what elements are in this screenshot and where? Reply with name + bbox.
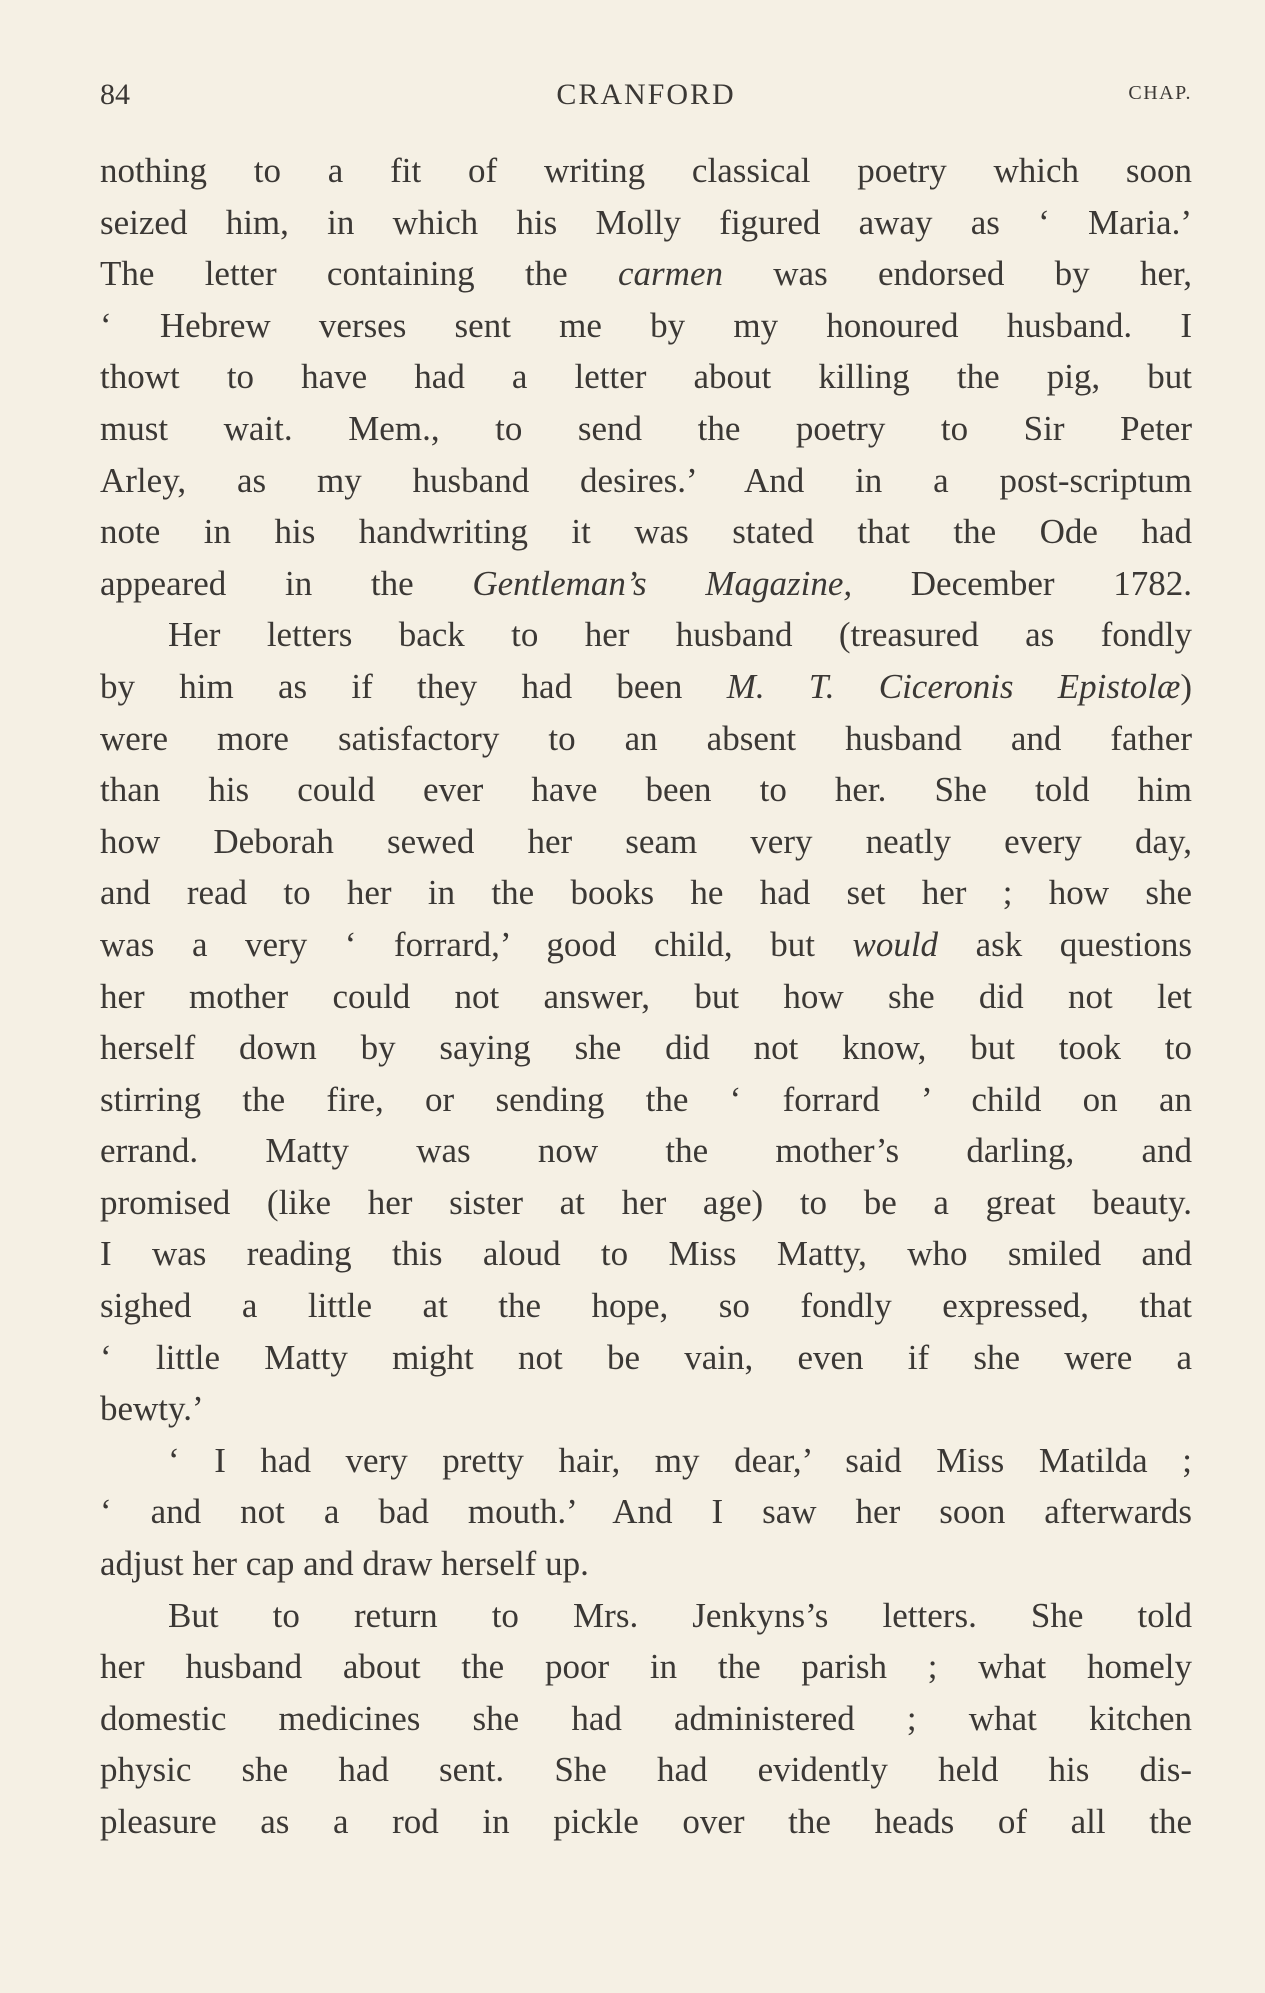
text-line (100, 1744, 1192, 1796)
text-line (100, 1693, 1192, 1745)
italic-text: Gentleman’s Magazine, (472, 563, 853, 603)
running-title: CRANFORD (556, 78, 736, 111)
italic-text: M. T. Ciceronis Epistolæ (726, 666, 1181, 706)
text-line (100, 919, 1192, 971)
line-text: herself down by saying she did not know, but took to (100, 1028, 1192, 1068)
text-line (100, 661, 1192, 713)
line-text: note in his handwriting it was stated that the Ode had (100, 512, 1192, 552)
text-line (100, 145, 1192, 197)
text-line (100, 506, 1192, 558)
line-text: Her letters back to her husband (treasured as fondly (168, 615, 1192, 655)
line-text: pleasure as a rod in pickle over the heads of all the (100, 1802, 1192, 1841)
text-line (100, 1796, 1192, 1848)
text-line (100, 1641, 1192, 1693)
text-line (100, 1280, 1192, 1332)
line-text: bewty.’ (100, 1389, 204, 1429)
text-line (100, 1228, 1192, 1280)
text-line (100, 558, 1192, 610)
line-text: physic she had sent. She had evidently held his dis- (100, 1750, 1192, 1790)
line-text: ‘ and not a bad mouth.’ And I saw her soon afterwards (100, 1492, 1192, 1532)
text-line (100, 609, 1192, 661)
italic-text: carmen (618, 254, 723, 294)
text-line (100, 351, 1192, 403)
line-text: by him as if they had been (100, 666, 727, 706)
text-line (100, 867, 1192, 919)
line-text: was endorsed by her, (722, 254, 1192, 294)
line-text: ask questions (938, 924, 1192, 964)
line-text: promised (like her sister at her age) to be a great beauty. (100, 1182, 1192, 1222)
line-text: sighed a little at the hope, so fondly expressed, that (100, 1286, 1192, 1326)
line-text: errand. Matty was now the mother’s darling, and (100, 1131, 1192, 1171)
text-line (100, 455, 1192, 507)
page-header (100, 78, 1192, 128)
line-text: her husband about the poor in the parish ; what homely (100, 1647, 1192, 1687)
text-line (100, 1435, 1192, 1487)
line-text: thowt to have had a letter about killing the pig, but (100, 357, 1192, 397)
line-text: I was reading this aloud to Miss Matty, who smiled and (100, 1234, 1192, 1274)
text-line (100, 1486, 1192, 1538)
text-line (100, 1332, 1192, 1384)
text-line (100, 300, 1192, 352)
line-text: ‘ I had very pretty hair, my dear,’ said Miss Matilda ; (168, 1440, 1192, 1480)
line-text: seized him, in which his Molly figured away as ‘ Maria.’ (100, 202, 1192, 242)
line-text: was a very ‘ forrard,’ good child, but (100, 924, 853, 964)
line-text: But to return to Mrs. Jenkyns’s letters. She told (168, 1595, 1192, 1635)
italic-text: would (852, 924, 939, 964)
text-line (100, 1590, 1192, 1642)
line-text: stirring the fire, or sending the ‘ forrard ’ child on an (100, 1079, 1192, 1119)
line-text: The letter containing the (100, 254, 619, 294)
line-text: her mother could not answer, but how she did not let (100, 976, 1192, 1016)
line-text: how Deborah sewed her seam very neatly every day, (100, 821, 1192, 861)
text-line (100, 1022, 1192, 1074)
line-text: than his could ever have been to her. She told him (100, 770, 1192, 810)
text-line (100, 403, 1192, 455)
text-line (100, 197, 1192, 249)
line-text: and read to her in the books he had set her ; how she (100, 873, 1192, 913)
text-line (100, 816, 1192, 868)
line-text: nothing to a fit of writing classical poetry which soon (100, 151, 1192, 190)
line-text: December 1782. (852, 563, 1192, 603)
line-text: were more satisfactory to an absent husband and father (100, 718, 1192, 758)
line-text: domestic medicines she had administered ; what kitchen (100, 1698, 1192, 1738)
line-text: must wait. Mem., to send the poetry to Sir Peter (100, 408, 1192, 448)
text-line (100, 1074, 1192, 1126)
page-number: 84 (100, 78, 130, 111)
line-text: appeared in the (100, 563, 473, 603)
line-text: ‘ Hebrew verses sent me by my honoured husband. I (100, 305, 1192, 345)
text-line (100, 1383, 1192, 1435)
text-line (100, 971, 1192, 1023)
text-line (100, 1125, 1192, 1177)
line-text: ) (1180, 666, 1192, 706)
text-line (100, 764, 1192, 816)
line-text: ‘ little Matty might not be vain, even if she were a (100, 1337, 1192, 1377)
line-text: adjust her cap and draw herself up. (100, 1544, 589, 1584)
text-line (100, 1538, 1192, 1590)
chapter-marker: CHAP. (1128, 82, 1192, 104)
text-line (100, 713, 1192, 765)
text-line (100, 1177, 1192, 1229)
text-line (100, 248, 1192, 300)
body-text (100, 145, 1192, 1848)
line-text: Arley, as my husband desires.’ And in a post-scriptum (100, 460, 1192, 500)
